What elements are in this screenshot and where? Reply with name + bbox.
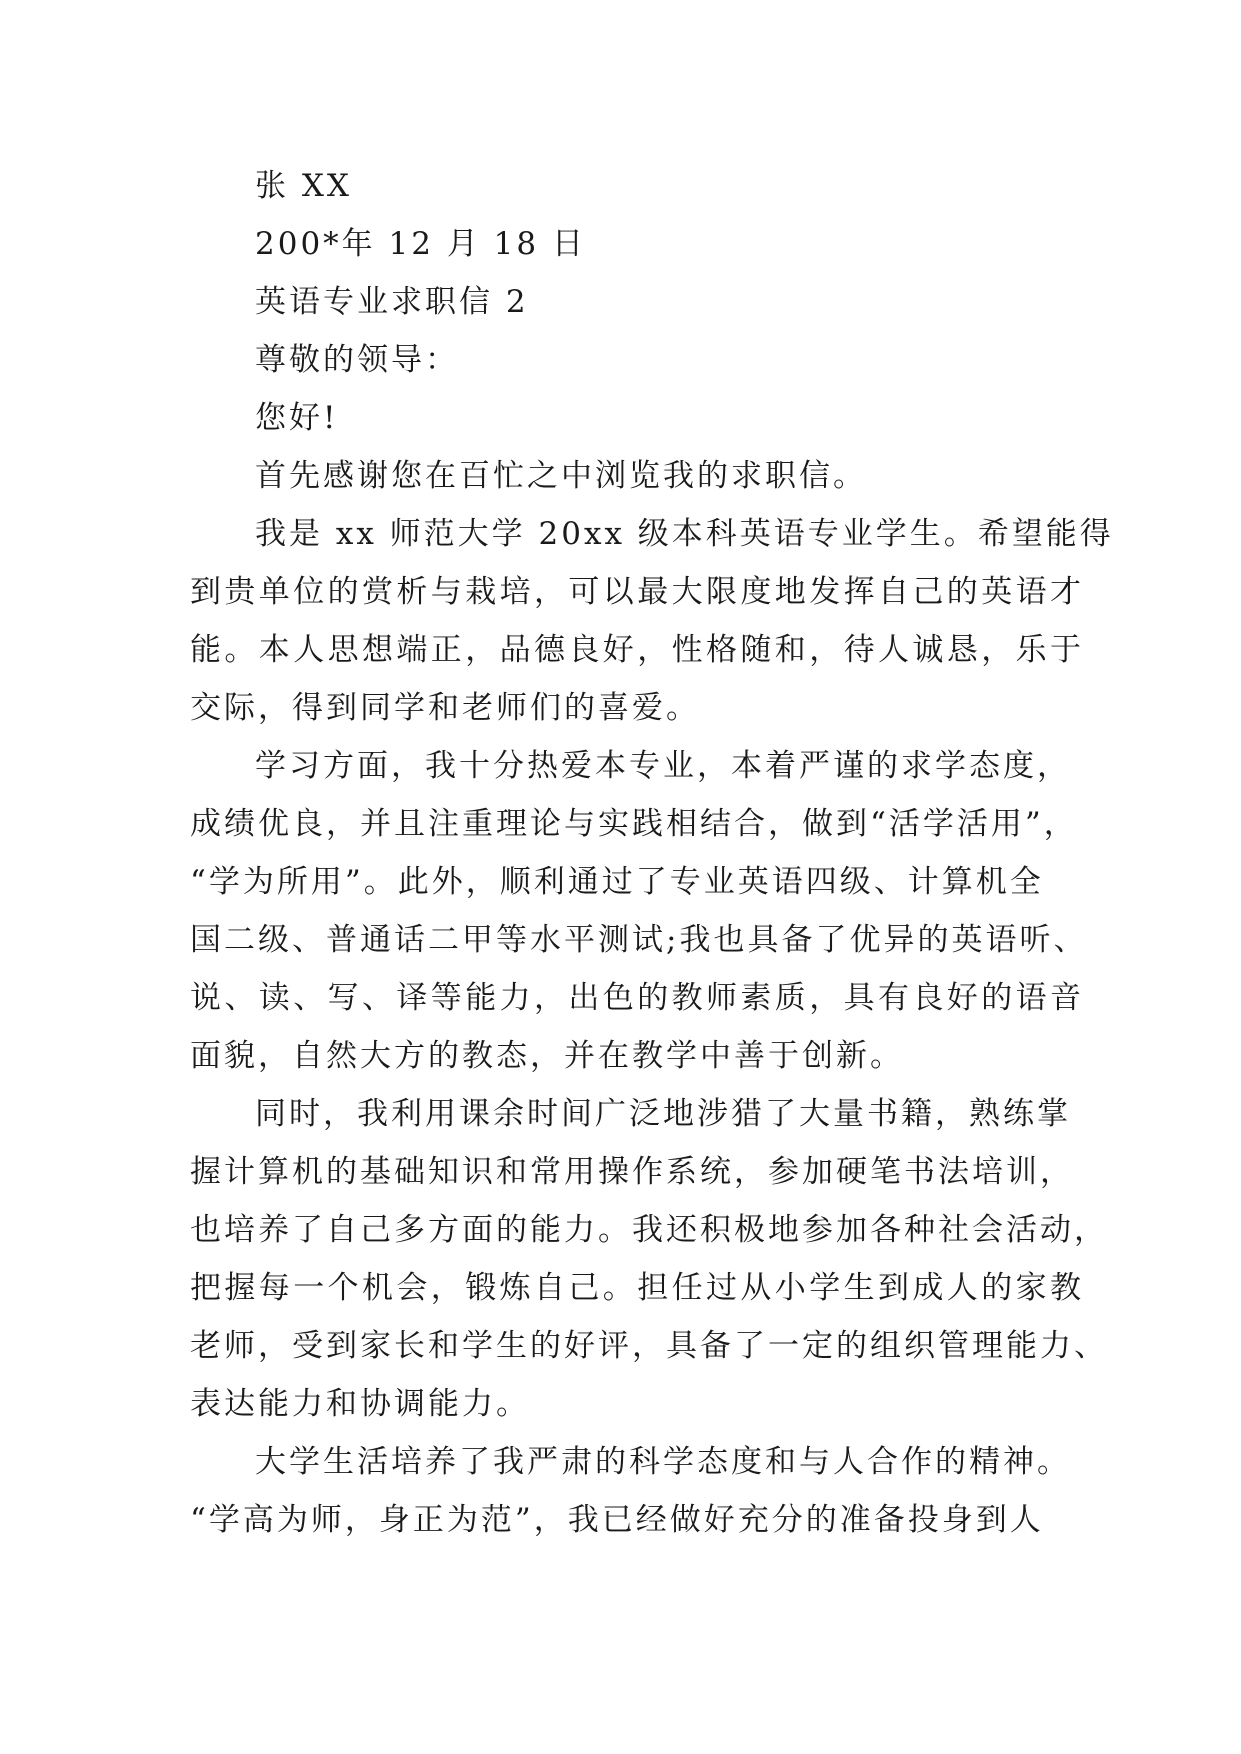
letter-title: 英语专业求职信 2: [255, 284, 529, 320]
greeting: 您好!: [255, 400, 339, 436]
paragraph-line: 把握每一个机会，锻炼自己。担任过从小学生到成人的家教: [190, 1270, 1085, 1306]
paragraph-line: “学高为师，身正为范”，我已经做好充分的准备投身到人: [190, 1502, 1044, 1538]
paragraph-line: 国二级、普通话二甲等水平测试;我也具备了优异的英语听、: [190, 922, 1088, 958]
paragraph-line: 大学生活培养了我严肃的科学态度和与人合作的精神。: [255, 1444, 1071, 1480]
paragraph-line: 老师，受到家长和学生的好评，具备了一定的组织管理能力、: [190, 1328, 1108, 1364]
paragraph-line: 同时，我利用课余时间广泛地涉猎了大量书籍，熟练掌: [255, 1096, 1071, 1132]
paragraph-line: 面貌，自然大方的教态，并在教学中善于创新。: [190, 1038, 904, 1074]
signature-name: 张 XX: [255, 168, 352, 204]
paragraph-line: 说、读、写、译等能力，出色的教师素质，具有良好的语音: [190, 980, 1085, 1016]
paragraph-line: “学为所用”。此外，顺利通过了专业英语四级、计算机全: [190, 864, 1044, 900]
paragraph-line: 到贵单位的赏析与栽培，可以最大限度地发挥自己的英语才: [190, 574, 1085, 610]
paragraph-line: 交际，得到同学和老师们的喜爱。: [190, 690, 700, 726]
signature-date: 200*年 12 月 18 日: [255, 226, 586, 262]
paragraph-line: 我是 xx 师范大学 20xx 级本科英语专业学生。希望能得: [255, 516, 1114, 552]
paragraph-line: 学习方面，我十分热爱本专业，本着严谨的求学态度，: [255, 748, 1071, 784]
paragraph-line: 也培养了自己多方面的能力。我还积极地参加各种社会活动，: [190, 1212, 1108, 1248]
paragraph-line: 能。本人思想端正，品德良好，性格随和，待人诚恳，乐于: [190, 632, 1085, 668]
paragraph-line: 表达能力和协调能力。: [190, 1386, 530, 1422]
paragraph-line: 握计算机的基础知识和常用操作系统，参加硬笔书法培训，: [190, 1154, 1074, 1190]
paragraph-line: 成绩优良，并且注重理论与实践相结合，做到“活学活用”，: [190, 806, 1078, 842]
salutation: 尊敬的领导：: [255, 342, 459, 378]
paragraph-line: 首先感谢您在百忙之中浏览我的求职信。: [255, 458, 867, 494]
